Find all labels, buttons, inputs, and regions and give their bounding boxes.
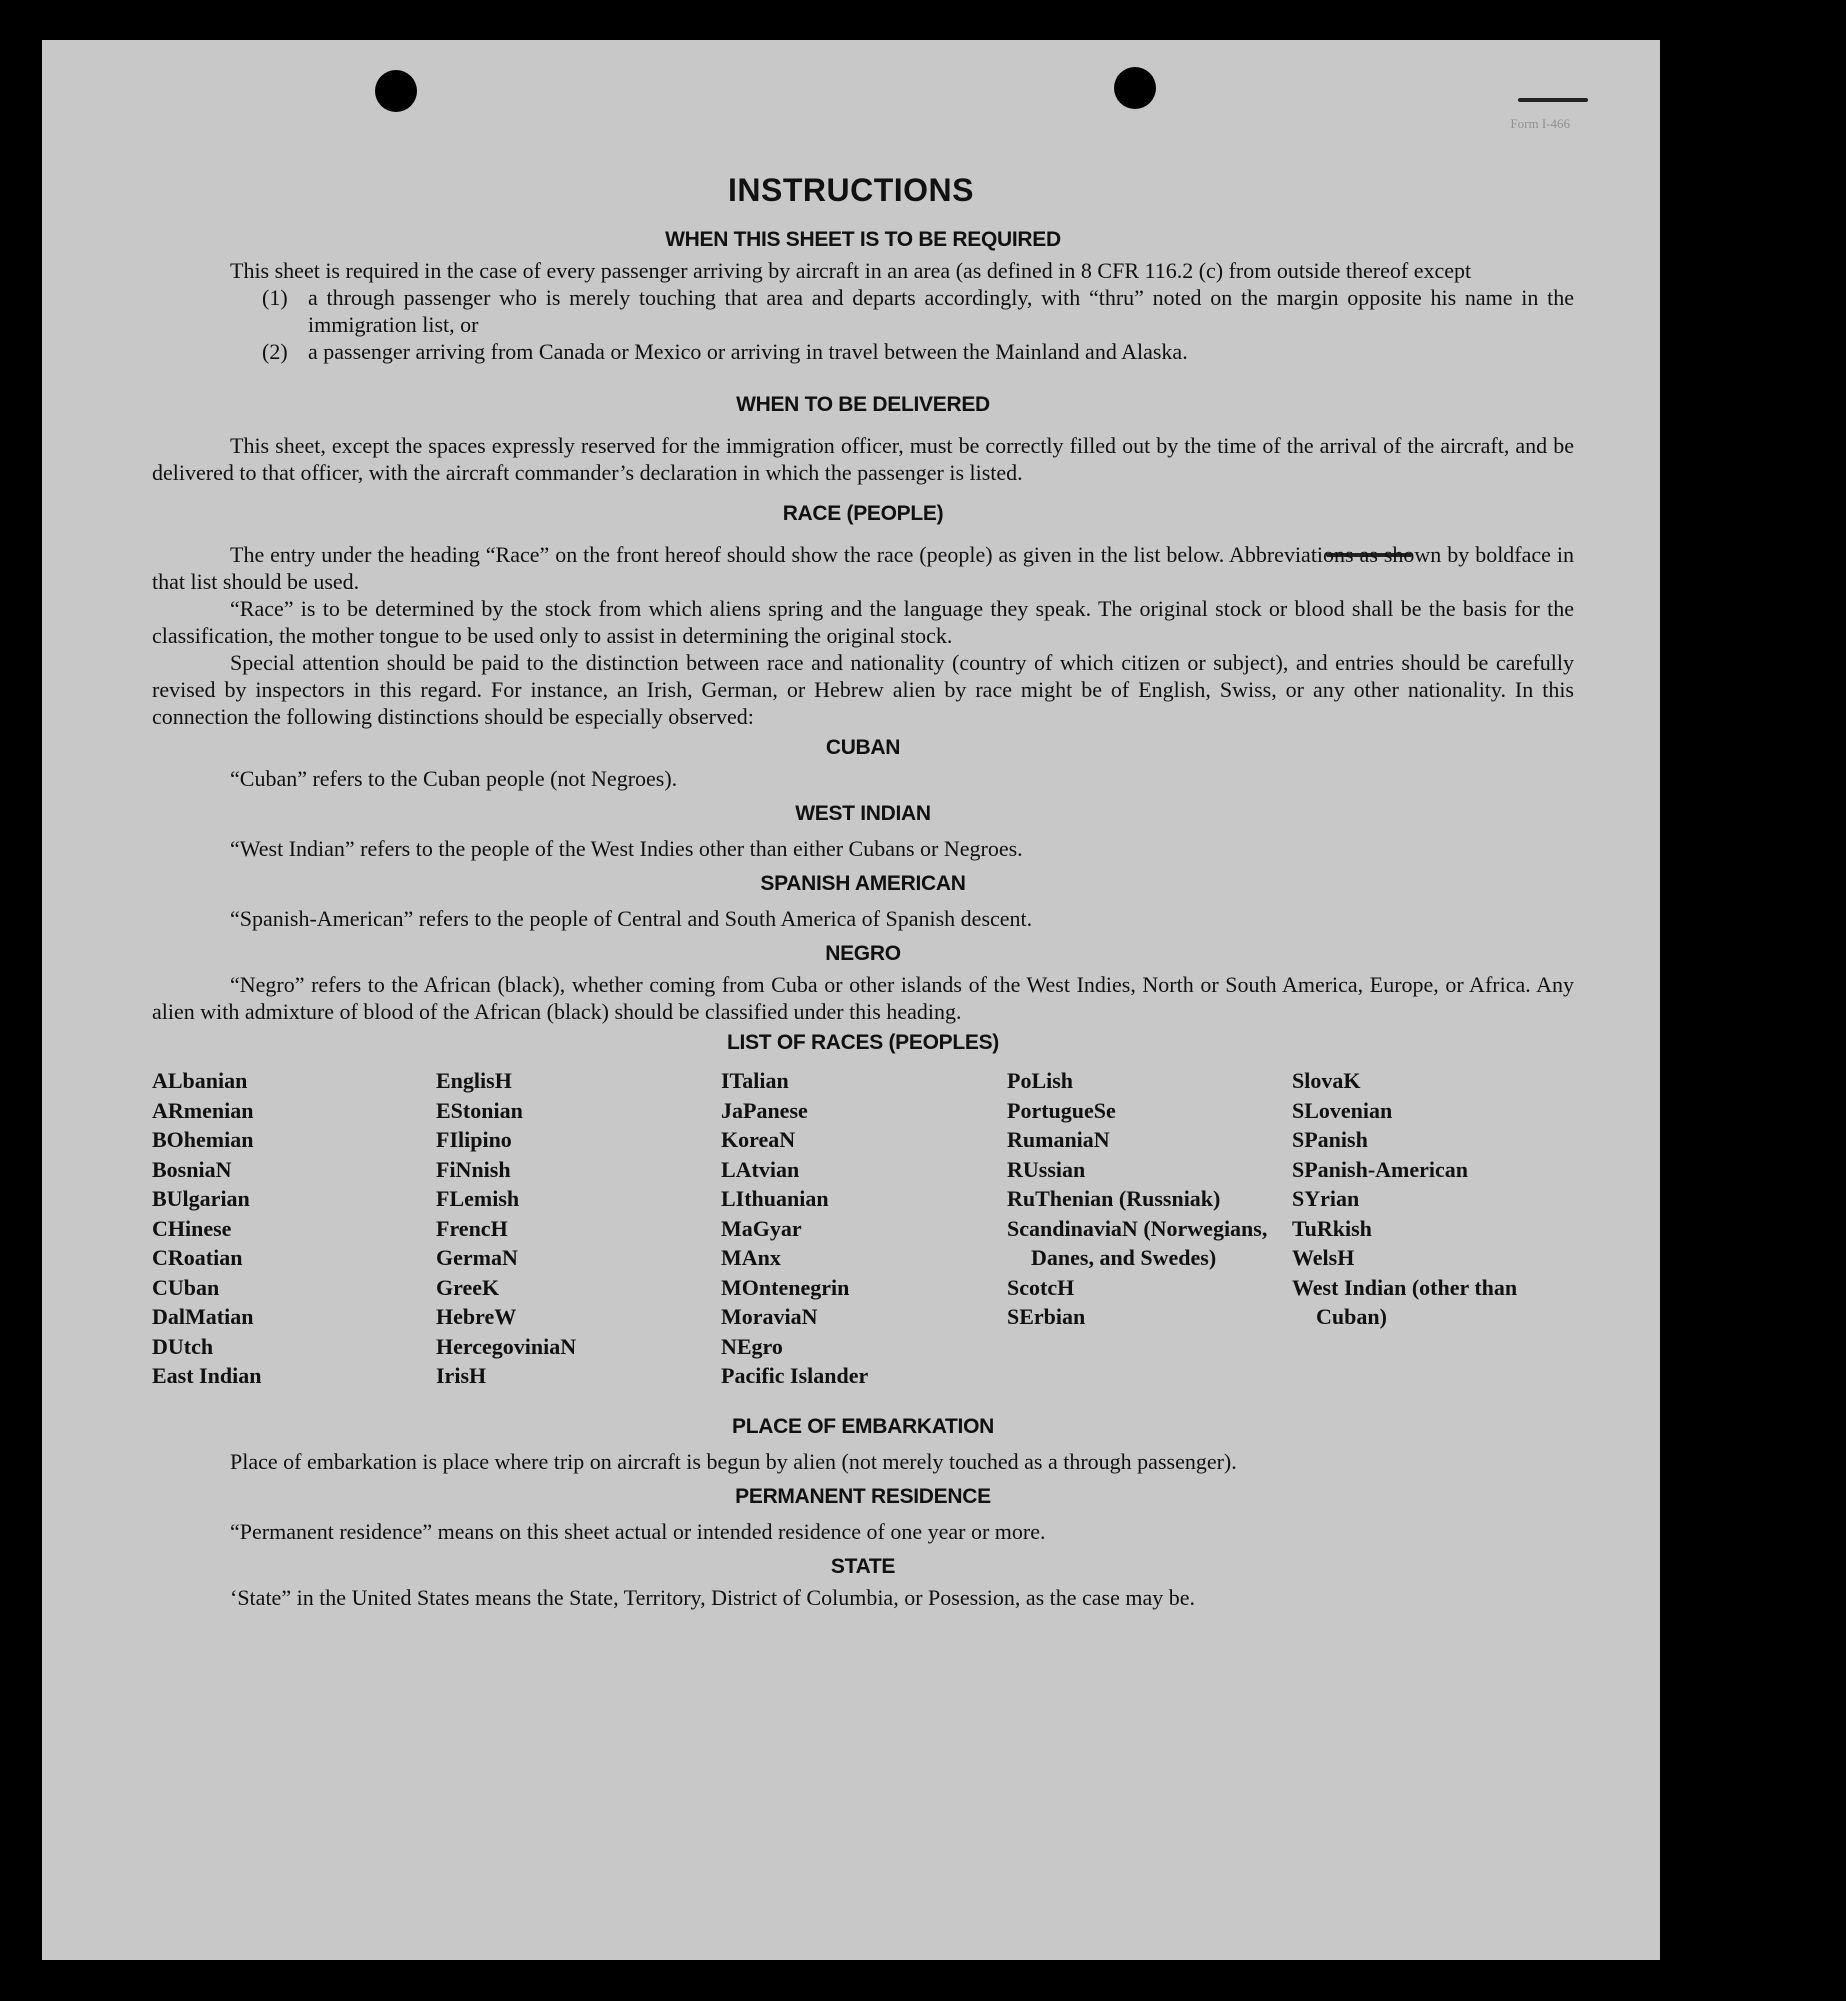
- spanish-american-text: “Spanish-American” refers to the people of Central and South America of Spanish descent.: [230, 906, 1033, 931]
- heading-spanish-american: SPANISH AMERICAN: [760, 872, 966, 895]
- race-entry: CUban: [152, 1274, 220, 1300]
- race-entry: ALbanian: [152, 1068, 248, 1093]
- heading-state: STATE: [830, 1554, 896, 1578]
- race-entry: HercegovinіaN: [436, 1333, 577, 1359]
- race-entry: IrisH: [436, 1363, 487, 1388]
- west-indian-text: “West Indian” refers to the people of the West Indies other than either Cubans or Negroes.: [230, 836, 1023, 861]
- race-entry: CHinese: [152, 1215, 232, 1241]
- race-entry: EnglisH: [436, 1068, 512, 1093]
- race-column: [436, 1066, 721, 1391]
- document-sheet: [42, 40, 1660, 1960]
- embarkation-text: Place of embarkation is place where trip on aircraft is begun by alien (not merely touched as a through passenger).: [230, 1448, 1237, 1474]
- race-entry: BUlgarian: [152, 1186, 250, 1211]
- instructions-body: [152, 226, 1574, 1611]
- race-paragraph: The entry under the heading “Race” on the front hereof should show the race (people) as given in the list below. Abbreviations as shown by boldface in that list should be used.: [152, 542, 1574, 594]
- race-column: [152, 1066, 436, 1391]
- race-entry: JaPanese: [721, 1097, 808, 1123]
- race-entry: GreeK: [436, 1274, 500, 1300]
- race-entry: HebreW: [436, 1304, 517, 1329]
- race-entry: ARmenian: [152, 1097, 254, 1123]
- race-paragraph: “Race” is to be determined by the stock from which aliens spring and the language they speak. The original stock or blood shall be the basis for the classification, the mother tongue to be used only to assist in determining the original stock.: [152, 596, 1574, 648]
- heading-negro: NEGRO: [825, 942, 901, 965]
- race-entry: SLovenian: [1292, 1097, 1393, 1123]
- race-entry: FrencH: [436, 1215, 508, 1241]
- race-paragraph: Special attention should be paid to the distinction between race and nationality (country of which citizen or subject), and entries should be carefully revised by inspectors in this regard. For instance, an Irish, German, or Hebrew alien by race might be of English, Swiss, or any other nationality. In this connection the following distinctions should be especially observed:: [152, 650, 1574, 729]
- race-entry: East Indian: [152, 1363, 262, 1388]
- race-entry: LAtvian: [721, 1156, 800, 1182]
- race-entry: SPanish: [1292, 1127, 1368, 1152]
- delivered-text: This sheet, except the spaces expressly reserved for the immigration officer, must be correctly filled out by the time of the arrival of the aircraft, and be delivered to that officer, with the aircraft commander’s declaration in which the passenger is listed.: [152, 433, 1574, 485]
- race-entry: DUtch: [152, 1333, 214, 1359]
- race-entry: MaGyar: [721, 1215, 802, 1241]
- item-number: (1): [262, 285, 288, 310]
- race-column: [1292, 1066, 1532, 1391]
- heading-race-list: LIST OF RACES (PEOPLES): [727, 1031, 999, 1054]
- race-entry: RuThenian (Russniak): [1007, 1186, 1221, 1211]
- race-column: [721, 1066, 1007, 1391]
- race-entry: TuRkish: [1292, 1215, 1372, 1241]
- race-entry: ScandinaviaN (Norwegians, Danes, and Swedes): [1007, 1215, 1268, 1270]
- race-entry: RUssian: [1007, 1156, 1086, 1182]
- heading-delivered: WHEN TO BE DELIVERED: [736, 393, 990, 416]
- race-entry: SlovaK: [1292, 1068, 1361, 1093]
- pen-mark: [1518, 98, 1588, 102]
- race-entry: GermaN: [436, 1245, 518, 1270]
- race-entry: WelsH: [1292, 1245, 1355, 1270]
- heading-embarkation: PLACE OF EMBARKATION: [732, 1414, 994, 1438]
- list-item: [152, 338, 1574, 365]
- race-entry: FiNnish: [436, 1156, 511, 1182]
- race-entry: SYrian: [1292, 1186, 1360, 1211]
- heading-required: WHEN THIS SHEET IS TO BE REQUIRED: [665, 228, 1061, 251]
- item-text: a through passenger who is merely touching that area and departs accordingly, with “thru” noted on the margin opposite his name in the immigration list, or: [308, 285, 1574, 337]
- race-entry: BOhemian: [152, 1127, 254, 1152]
- race-list: [152, 1066, 1574, 1391]
- race-entry: LIthuanian: [721, 1186, 829, 1211]
- heading-west-indian: WEST INDIAN: [795, 802, 931, 825]
- punch-hole: [1114, 67, 1156, 109]
- race-entry: MOntenegrin: [721, 1274, 850, 1300]
- race-entry: SErbian: [1007, 1304, 1086, 1329]
- race-entry: MoraviaN: [721, 1304, 818, 1329]
- race-entry: KoreaN: [721, 1127, 796, 1152]
- race-entry: NEgro: [721, 1333, 783, 1359]
- race-entry: PortugueSe: [1007, 1097, 1116, 1123]
- race-entry: RumaniaN: [1007, 1127, 1110, 1152]
- race-column: [1007, 1066, 1292, 1391]
- negro-text: “Negro” refers to the African (black), whether coming from Cuba or other islands of the West Indies, North or South America, Europe, or Africa. Any alien with admixture of blood of the African (black) should be classified under this heading.: [152, 972, 1574, 1024]
- page-title: INSTRUCTIONS: [728, 172, 974, 208]
- race-entry: PoLish: [1007, 1068, 1074, 1093]
- required-intro: This sheet is required in the case of every passenger arriving by aircraft in an area (as defined in 8 CFR 116.2 (c) from outside thereof except: [230, 258, 1472, 283]
- race-entry: ITalian: [721, 1068, 789, 1093]
- race-entry: BosniaN: [152, 1156, 232, 1182]
- race-entry: MAnx: [721, 1245, 781, 1270]
- race-entry: ScotcH: [1007, 1274, 1075, 1300]
- list-item: [152, 284, 1574, 338]
- state-text: ‘State” in the United States means the State, Territory, District of Columbia, or Posession, as the case may be.: [230, 1584, 1196, 1610]
- race-entry: West Indian (other than Cuban): [1292, 1274, 1518, 1329]
- item-text: a passenger arriving from Canada or Mexico or arriving in travel between the Mainland and Alaska.: [308, 339, 1188, 364]
- residence-text: “Permanent residence” means on this sheet actual or intended residence of one year or more.: [230, 1518, 1046, 1544]
- form-number: Form I-466: [1510, 116, 1570, 131]
- heading-cuban: CUBAN: [825, 736, 901, 759]
- cuban-text: “Cuban” refers to the Cuban people (not Negroes).: [230, 766, 678, 791]
- race-entry: FLemish: [436, 1186, 520, 1211]
- punch-hole: [375, 70, 417, 112]
- race-entry: Pacific Islander: [721, 1363, 869, 1388]
- race-entry: FIlipino: [436, 1127, 512, 1152]
- race-entry: SPanish-American: [1292, 1156, 1468, 1182]
- race-entry: EStonian: [436, 1097, 523, 1123]
- race-entry: DalMatian: [152, 1304, 254, 1329]
- race-entry: CRoatian: [152, 1245, 243, 1270]
- heading-race: RACE (PEOPLE): [782, 502, 944, 525]
- heading-residence: PERMANENT RESIDENCE: [735, 1484, 991, 1508]
- item-number: (2): [262, 339, 288, 364]
